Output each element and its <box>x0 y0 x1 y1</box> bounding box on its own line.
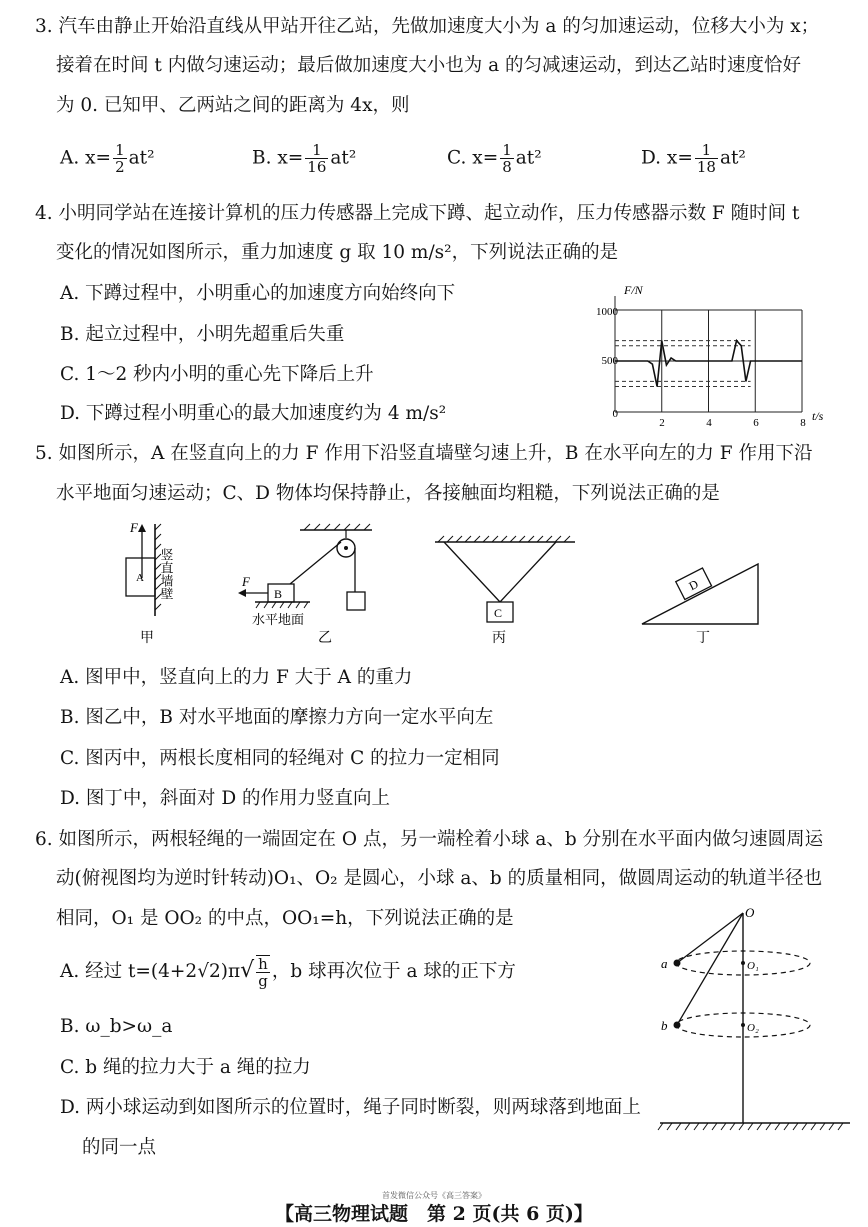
figure-yi <box>238 524 372 646</box>
chart-xtick-8: 8 <box>800 417 806 429</box>
ceiling-hatch <box>537 536 543 542</box>
q5-line-1: 5. 如图所示，A 在竖直向上的力 F 作用下沿竖直墙壁匀速上升，B 在水平向左的力 F 作用下沿 <box>35 443 813 464</box>
q3-line-2: 接着在时间 t 内做匀速运动；最后做加速度大小也为 a 的匀减速运动，到达乙站时速度恰好 <box>56 55 801 76</box>
q3-option-a: A. x= $\frac{1}{2}$ at² <box>60 141 155 176</box>
q4-option-c: C. 1～2 秒内小明的重心先下降后上升 <box>60 364 374 385</box>
ceiling-hatch <box>438 536 444 542</box>
ground-hatch <box>793 1123 798 1130</box>
ground-hatch <box>757 1123 762 1130</box>
q3-line-1: 3. 汽车由静止开始沿直线从甲站开往乙站，先做加速度大小为 a 的匀加速运动，位移大小为 x； <box>35 16 820 37</box>
chart-ytick-500: 500 <box>601 355 618 367</box>
q5-option-d: D. 图丁中，斜面对 D 的作用力竖直向上 <box>60 788 391 809</box>
q6-option-d-line-1: D. 两小球运动到如图所示的位置时，绳子同时断裂，则两球落到地面上 <box>60 1097 641 1118</box>
q3-option-d: D. x= $\frac{1}{18}$ at² <box>641 141 746 176</box>
ground-hatch <box>784 1123 789 1130</box>
q6-option-a: A. 经过 t=(4+2√2)π√ $\frac{h}{g}$ ，b 球再次位于 a 球的正下方 <box>60 955 516 990</box>
page-footer: 【高三物理试题 第 2 页(共 6 页)】 <box>275 1203 593 1225</box>
q3-option-c: C. x= $\frac{1}{8}$ at² <box>447 141 542 176</box>
ceiling-hatch <box>519 536 525 542</box>
q6-line-1: 6. 如图所示，两根轻绳的一端固定在 O 点，另一端栓着小球 a、b 分别在水平面内做匀速圆周运 <box>35 829 824 850</box>
ground-hatch <box>775 1123 780 1130</box>
figure-jia <box>126 520 174 646</box>
chart-reference-lines <box>615 341 751 387</box>
ceiling-hatch <box>447 536 453 542</box>
q5-option-a: A. 图甲中，竖直向上的力 F 大于 A 的重力 <box>60 667 413 688</box>
yi-force-label: F <box>242 574 250 589</box>
ceiling-hatch <box>465 536 471 542</box>
force-time-chart <box>590 280 850 440</box>
bing-caption: 丙 <box>492 631 506 646</box>
q4-option-d: D. 下蹲过程小明重心的最大加速度约为 4 m/s² <box>60 403 447 424</box>
chart-ytick-1000: 1000 <box>596 306 618 318</box>
bing-block-label: C <box>494 606 503 620</box>
ground-hatch <box>838 1123 843 1130</box>
q4-line-1: 4. 小明同学站在连接计算机的压力传感器上完成下蹲、起立动作，压力传感器示数 F 随时间 t <box>35 203 800 224</box>
chart-ytick-0: 0 <box>612 408 618 420</box>
ding-caption: 丁 <box>696 631 710 646</box>
q6-label-o2: O₂ <box>747 1022 759 1034</box>
jia-force-label: F <box>130 520 138 535</box>
q6-option-c: C. b 绳的拉力大于 a 绳的拉力 <box>60 1057 311 1078</box>
yi-block-label: B <box>274 587 283 601</box>
q6-label-o1: O₁ <box>747 960 759 972</box>
ceiling-hatch <box>555 536 561 542</box>
ceiling-hatch <box>483 536 489 542</box>
jia-block-label: A <box>136 572 144 584</box>
q6-line-3: 相同，O₁ 是 OO₂ 的中点，OO₁=h，下列说法正确的是 <box>56 908 514 929</box>
q6-label-b: b <box>661 1018 668 1033</box>
figure-bing <box>435 536 575 646</box>
ground-hatch <box>829 1123 834 1130</box>
ground-hatch <box>712 1123 717 1130</box>
chart-grid <box>615 296 802 412</box>
ground-hatch <box>811 1123 816 1130</box>
ground-hatch <box>730 1123 735 1130</box>
chart-y-label: F/N <box>624 283 643 297</box>
ground-hatch <box>658 1123 663 1130</box>
q4-option-b: B. 起立过程中，小明先超重后失重 <box>60 324 345 345</box>
ground-hatch <box>820 1123 825 1130</box>
ground-hatch <box>703 1123 708 1130</box>
q4-line-2: 变化的情况如图所示，重力加速度 g 取 10 m/s²，下列说法正确的是 <box>56 242 619 263</box>
chart-x-label: t/s <box>812 409 824 423</box>
ceiling-hatch <box>492 536 498 542</box>
q3-option-b: B. x= $\frac{1}{16}$ at² <box>252 141 357 176</box>
q6-line-2: 动(俯视图均为逆时针转动)O₁、O₂ 是圆心，小球 a、b 的质量相同，做圆周运动的轨道半径也 <box>56 868 823 889</box>
ding-block-label: D <box>686 576 701 594</box>
ground-hatch <box>766 1123 771 1130</box>
q5-option-c: C. 图丙中，两根长度相同的轻绳对 C 的拉力一定相同 <box>60 748 500 769</box>
ground-hatch <box>802 1123 807 1130</box>
chart-xtick-6: 6 <box>753 417 759 429</box>
ceiling-hatch <box>456 536 462 542</box>
q6-label-a: a <box>661 956 668 971</box>
q5-line-2: 水平地面匀速运动；C、D 物体均保持静止，各接触面均粗糙，下列说法正确的是 <box>56 483 720 504</box>
ceiling-hatch <box>510 536 516 542</box>
ceiling-hatch <box>501 536 507 542</box>
q5-figures <box>110 518 790 648</box>
jia-wall-label: 竖直墙壁 <box>158 548 174 600</box>
yi-ground-label: 水平地面 <box>252 612 305 627</box>
q4-option-a: A. 下蹲过程中，小明重心的加速度方向始终向下 <box>60 283 456 304</box>
q6-option-b: B. ω_b>ω_a <box>60 1016 173 1037</box>
chart-xtick-2: 2 <box>659 417 665 429</box>
ground-hatch <box>694 1123 699 1130</box>
figure-ding <box>642 564 758 646</box>
ceiling-hatch <box>564 536 570 542</box>
ground-hatch <box>721 1123 726 1130</box>
ceiling-hatch <box>474 536 480 542</box>
q6-option-d-line-2: 的同一点 <box>82 1137 157 1158</box>
ceiling-hatch <box>528 536 534 542</box>
watermark: 首发微信公众号《高三答案》 <box>382 1191 486 1200</box>
ground-hatch <box>739 1123 744 1130</box>
yi-caption: 乙 <box>318 631 332 646</box>
q6-figure <box>645 905 860 1145</box>
q5-option-b: B. 图乙中，B 对水平地面的摩擦力方向一定水平向左 <box>60 707 494 728</box>
ceiling-hatch <box>546 536 552 542</box>
q3-line-3: 为 0. 已知甲、乙两站之间的距离为 4x，则 <box>56 95 410 116</box>
ground-hatch <box>748 1123 753 1130</box>
q6-label-o: O <box>745 905 755 920</box>
ground-hatch <box>676 1123 681 1130</box>
ground-hatch <box>667 1123 672 1130</box>
jia-caption: 甲 <box>140 631 154 646</box>
chart-xtick-4: 4 <box>706 417 712 429</box>
ground-hatch <box>685 1123 690 1130</box>
